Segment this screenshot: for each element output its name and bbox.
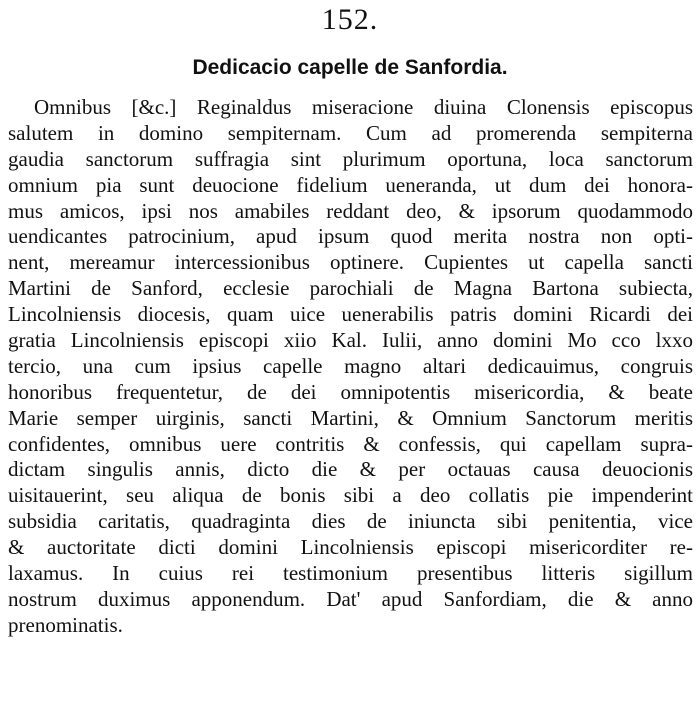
text-line: uisitauerint, seu aliqua de bonis sibi a deo collatis pie impenderint xyxy=(8,483,693,508)
text-line: nostrum duximus apponendum. Dat' apud Sanfordiam, die & anno xyxy=(8,586,693,611)
text-line: uendicantes patrocinium, apud ipsum quod merita nostra non opti- xyxy=(8,224,693,249)
text-line: gratia Lincolniensis episcopi xiio Kal. Iulii, anno domini Mo cco lxxo xyxy=(8,328,693,353)
text-line: subsidia caritatis, quadraginta dies de iniuncta sibi penitentia, vice xyxy=(8,509,693,534)
text-line: Omnibus [&c.] Reginaldus miseracione diuina Clonensis episcopus xyxy=(34,95,693,119)
text-line: dictam singulis annis, dicto die & per octauas causa deuocionis xyxy=(8,457,693,482)
text-line: mus amicos, ipsi nos amabiles reddant deo, & ipsorum quodammodo xyxy=(8,198,693,223)
text-line: Martini de Sanford, ecclesie parochiali de Magna Bartona subiecta, xyxy=(8,276,693,301)
charter-text xyxy=(8,95,693,639)
text-line: & auctoritate dicti domini Lincolniensis episcopi misericorditer re- xyxy=(8,535,693,560)
text-line: confidentes, omnibus uere contritis & confessis, qui capellam supra- xyxy=(8,431,693,456)
text-line: Marie semper uirginis, sancti Martini, & Omnium Sanctorum meritis xyxy=(8,405,693,430)
text-line: laxamus. In cuius rei testimonium presentibus litteris sigillum xyxy=(8,561,693,586)
text-line: honoribus frequentetur, de dei omnipotentis misericordia, & beate xyxy=(8,379,693,404)
text-line: nent, mereamur intercessionibus optinere. Cupientes ut capella sancti xyxy=(8,250,693,275)
text-line: tercio, una cum ipsius capelle magno altari dedicauimus, congruis xyxy=(8,353,693,378)
text-line: prenominatis. xyxy=(8,612,123,637)
charter-number: 152. xyxy=(321,3,379,36)
text-line: omnium pia sunt deuocione fidelium ueneranda, ut dum dei honora- xyxy=(8,172,693,197)
text-line: Lincolniensis diocesis, quam uice uenerabilis patris domini Ricardi dei xyxy=(8,302,693,327)
text-line: gaudia sanctorum suffragia sint plurimum oportuna, loca sanctorum xyxy=(8,146,693,171)
text-line: salutem in domino sempiternam. Cum ad promerenda sempiterna xyxy=(8,120,693,145)
charter-title: Dedicacio capelle de Sanfordia. xyxy=(192,56,508,79)
